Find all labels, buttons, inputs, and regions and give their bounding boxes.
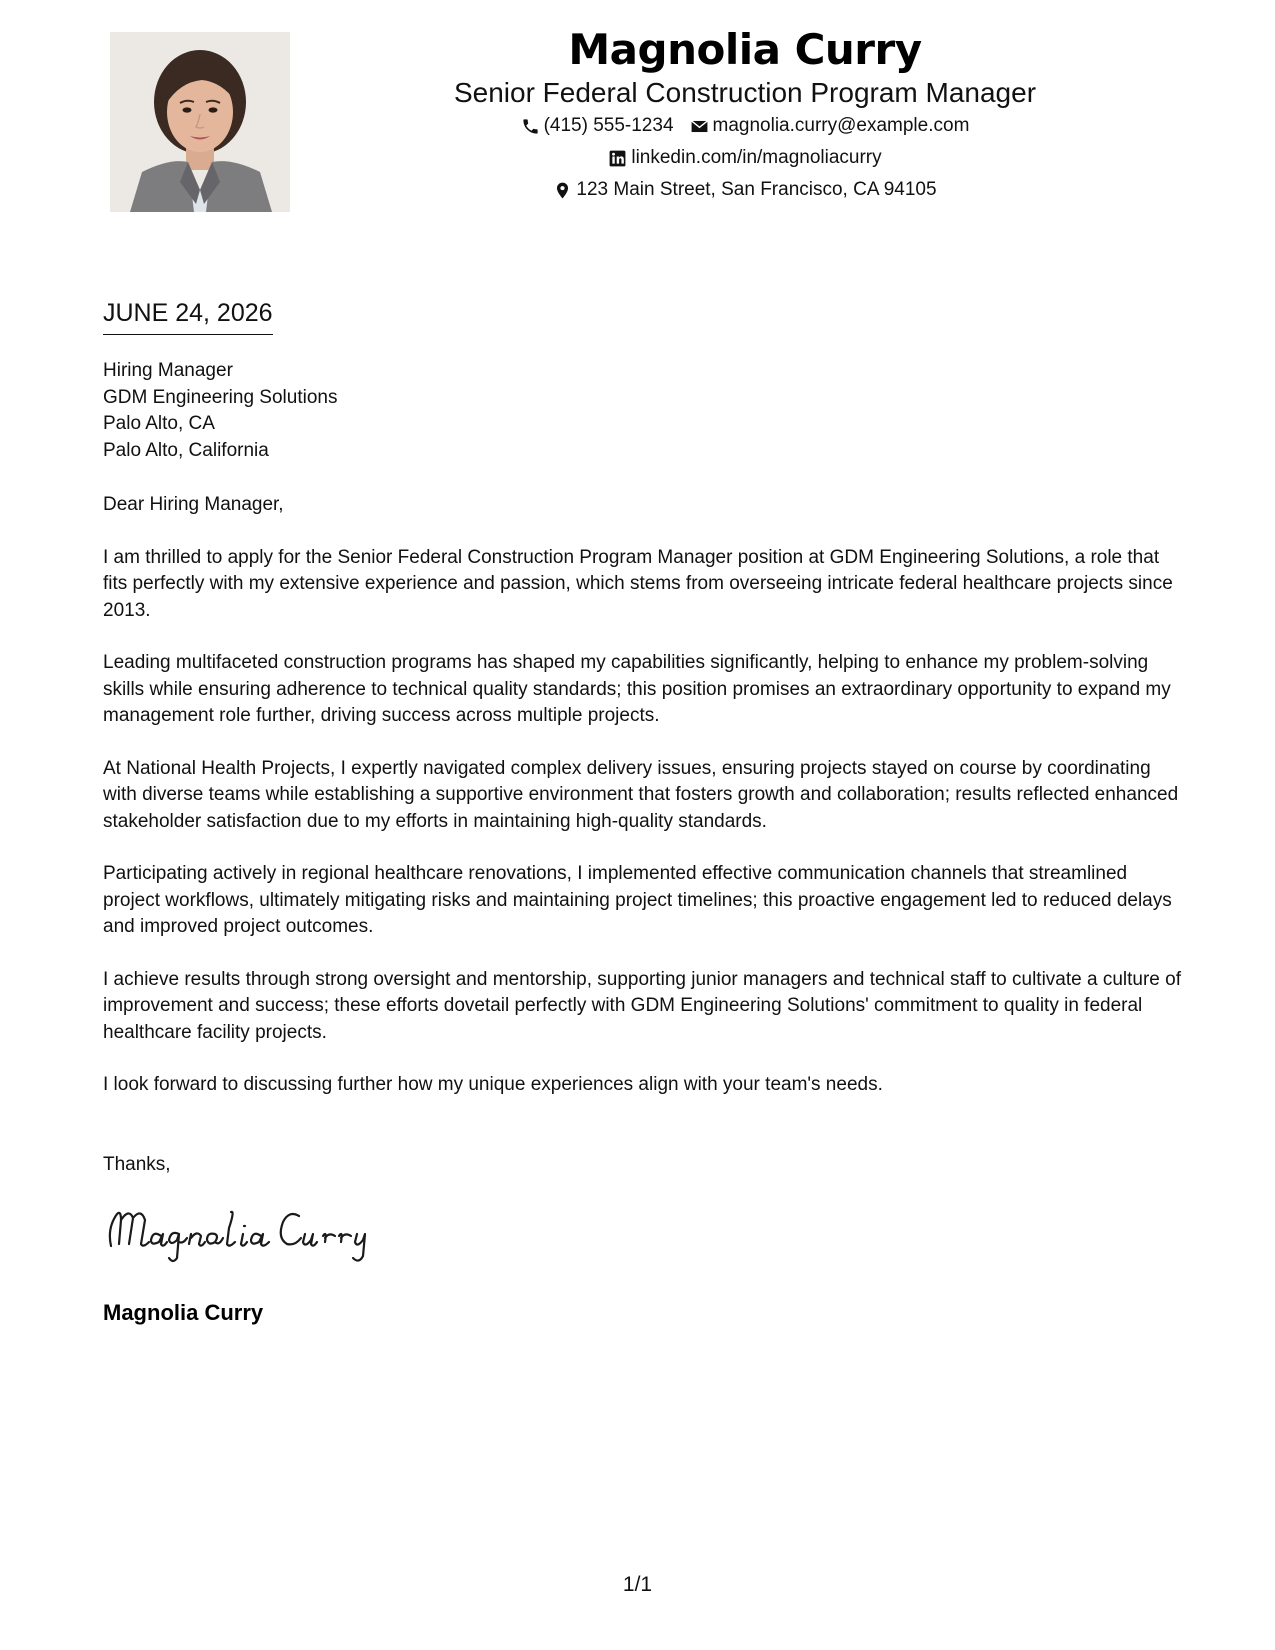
- recipient-line: GDM Engineering Solutions: [103, 386, 338, 408]
- body-paragraph: Leading multifaceted construction programs has shaped my capabilities significantly, helping to enhance my problem-solving skills while ensuring adherence to technical quality standards; this position promises an extraordinary opportunity to expand my management role further, driving success across multiple projects.: [103, 652, 1171, 726]
- letter-date: JUNE 24, 2026: [103, 296, 273, 335]
- email-text: magnolia.curry@example.com: [712, 115, 970, 136]
- recipient-line: Hiring Manager: [103, 360, 233, 381]
- phone-icon: [521, 117, 540, 136]
- recipient-line: Palo Alto, CA: [103, 413, 215, 434]
- address-text: 123 Main Street, San Francisco, CA 94105: [576, 179, 937, 200]
- contact-linkedin[interactable]: [608, 142, 881, 174]
- handwritten-signature: [103, 1198, 383, 1268]
- contact-line-primary: [300, 110, 1190, 142]
- salutation: Dear Hiring Manager,: [103, 494, 284, 515]
- applicant-title: Senior Federal Construction Program Manager: [453, 77, 1037, 108]
- letter-body: [103, 492, 1183, 1125]
- signed-name: Magnolia Curry: [103, 1300, 264, 1325]
- map-pin-icon: [553, 181, 572, 200]
- body-paragraph: I achieve results through strong oversight and mentorship, supporting junior managers and technical staff to cultivate a culture of improvement and success; these efforts dovetail perfectly with GDM Engineering Solutions' commitment to quality in federal healthcare facility projects.: [103, 968, 1181, 1043]
- envelope-icon: [690, 117, 709, 136]
- linkedin-icon: [608, 149, 627, 168]
- body-paragraph: At National Health Projects, I expertly navigated complex delivery issues, ensuring projects stayed on course by coordinating with diverse teams while establishing a supportive environment that fosters growth and collaboration; results reflected enhanced stakeholder satisfaction due to my efforts in maintaining high-quality standards.: [103, 757, 1179, 832]
- profile-photo: [110, 32, 290, 212]
- contact-address: [553, 174, 936, 206]
- body-paragraph: I am thrilled to apply for the Senior Federal Construction Program Manager position at GDM Engineering Solutions, a role that fits perfectly with my extensive experience and passion, which stems from overseeing intricate federal healthcare projects since 2013.: [103, 546, 1173, 621]
- contact-line-address: [300, 174, 1190, 206]
- recipient-line: Palo Alto, California: [103, 439, 269, 461]
- phone-text: (415) 555-1234: [543, 115, 674, 136]
- recipient-block: [103, 358, 337, 464]
- contact-line-linkedin: [300, 142, 1190, 174]
- contact-email[interactable]: [690, 110, 970, 142]
- closing-text: Thanks,: [103, 1154, 171, 1175]
- portrait-illustration: [110, 32, 290, 212]
- signature-graphic: [103, 1198, 383, 1268]
- page-number: 1/1: [622, 1573, 653, 1596]
- body-paragraph: I look forward to discussing further how my unique experiences align with your team's needs.: [103, 1074, 883, 1095]
- linkedin-text: linkedin.com/in/magnoliacurry: [631, 147, 882, 168]
- contact-phone[interactable]: [521, 110, 674, 142]
- applicant-name: Magnolia Curry: [568, 25, 922, 74]
- body-paragraph: Participating actively in regional healthcare renovations, I implemented effective communication channels that streamlined project workflows, ultimately mitigating risks and maintaining project timelines; this proactive engagement led to reduced delays and improved project outcomes.: [103, 863, 1172, 937]
- letter-header: [300, 22, 1190, 206]
